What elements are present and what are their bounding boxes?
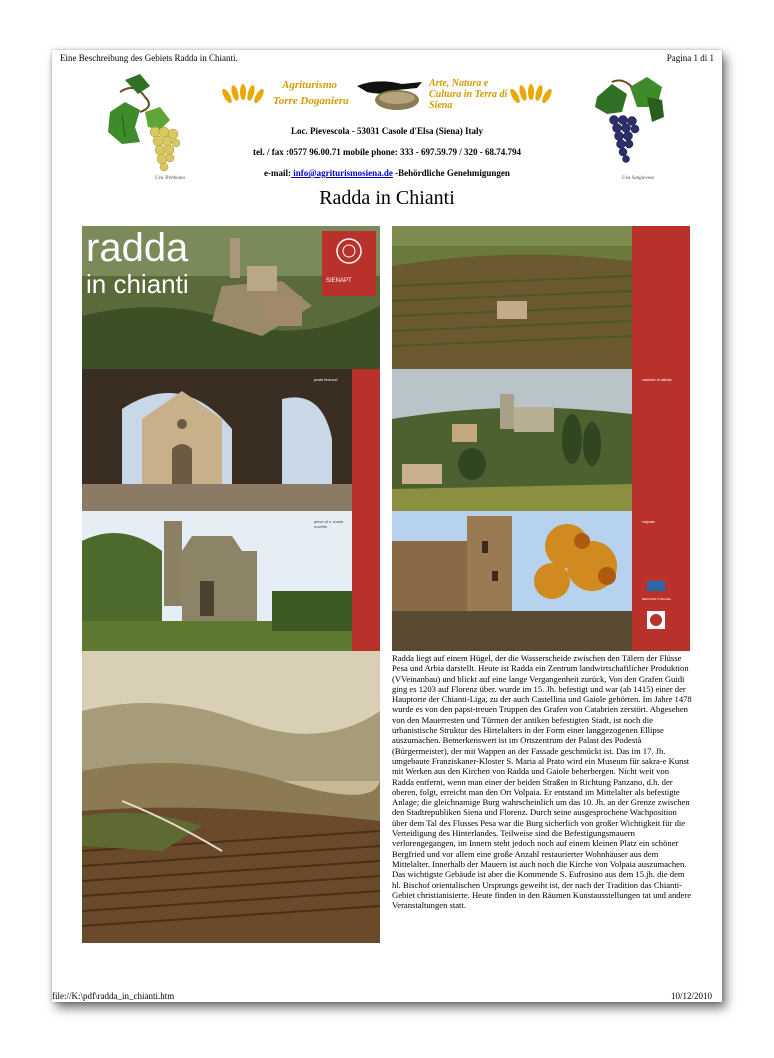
email-suffix: -Behördliche Genehmigungen xyxy=(392,168,510,178)
banner-slogan: Arte, Natura e Cultura in Terra di Siena xyxy=(429,78,508,111)
print-header xyxy=(60,53,714,63)
castello-albola-photo xyxy=(392,369,690,511)
volpaia-tower-photo xyxy=(392,511,690,651)
regione-toscana-text: REGIONE TOSCANA xyxy=(642,597,672,601)
caption-castello-albola: castello di albola xyxy=(642,377,672,382)
document-page xyxy=(52,50,722,1002)
red-grape-illustration xyxy=(592,72,682,182)
print-footer-path: file://K:\pdf\radda_in_chianti.htm xyxy=(52,991,175,1001)
print-footer-date: 10/12/2010 xyxy=(670,991,712,1001)
banner-line-agriturismo: Agriturismo xyxy=(282,79,338,91)
vineyard-hills-photo xyxy=(392,226,690,369)
red-grape-caption: Uva Sangiovese xyxy=(622,176,655,181)
vineyard-landscape-photo xyxy=(82,651,380,943)
email-link[interactable]: info@agriturismosiena.de xyxy=(291,168,393,178)
document-title: Radda in Chianti xyxy=(319,187,455,209)
address-line: Loc. Pievescola - 53031 Casole d'Elsa (Siena) Italy xyxy=(291,126,483,136)
white-grape-caption: Uva Trebbiano xyxy=(155,176,185,181)
prato-ferruzzi-photo xyxy=(82,369,380,511)
email-prefix: e-mail: xyxy=(264,168,292,178)
phone-line: tel. / fax :0577 96.00.71 mobile phone: 333 - 697.59.79 / 320 - 68.74.794 xyxy=(253,147,521,157)
sienapt-logo-text: SIENAPT xyxy=(326,278,352,284)
cover-title-in-chianti: in chianti xyxy=(86,269,189,299)
brochure-cover-photo xyxy=(82,226,380,369)
white-grape-illustration xyxy=(100,72,190,182)
caption-pieve: pieve di s. maria novella xyxy=(314,519,344,529)
cover-title-radda: radda xyxy=(86,226,189,270)
caption-volpaia: volpaia xyxy=(642,519,655,524)
print-footer xyxy=(52,991,712,1001)
banner-line-torre-doganiera: Torre Doganiera xyxy=(273,95,349,107)
radda-description-text: Radda liegt auf einem Hügel, der die Wasserscheide zwischen den Tälern der Flüsse Pesa und Arbia darstellt. Heute ist Radda ein Zentrum landwirtschaftlicher Produktion (VVeinanbau) und blickt auf eine lange Vergangenheit zurück, Von den Grafen Guidi ging es 1203 auf Florenz über. wurde im 15. Jh. befestigt und war (ab 1415) einer der Hauptorte der Chianti-Liga, zu der auch Castellina und Gaiole gehörten. Im Jahre 1478 wurde es von den papst-treuen Truppen des Grafen von Catabrien zerstört. Abgesehen von den Mauerresten und Türmen der antiken befestigten Stadt, ist noch die urbanistische Struktur des Hirtelalters in der Form einer langgezogenen Ellipse auszumachen. Bemerkenswert ist im Ortszentrum der Palast des Podestà (Bürgermeister), der mit Wappen an der Fassade geschmückt ist. Das im 17. Jh. umgebaute Franziskaner-Kloster S. Maria al Prato wird ein Museum für sakra-e Kunst mit Werken aus den Kirchen von Radda und Gaiole beherbergen. Nicht weit von Radda entfernt, wenn man einer der beiden Straßen in Richtung Panzano, d.h. der oberen, folgt, erreicht man den Ort Volpaia. Er entstand im Mittelalter als befestigte Anlage; die gleichnamige Burg wahrscheinlich um das 10. Jh. an der Grenze zwischen den Stadtrepubliken Siena und Florenz. Durch seine ausgesprochene Wachposition über dem Tal des Flusses Pesa war die Burg sicherlich von großer Wichtigkeit für die Verteidigung des Hinterlandes. Teilweise sind die Befestigungsmauern verlorengegangen, im Innern steht jedoch noch auf einem kleinen Platz ein schöner Bergfried und vor allem eine große Anzahl restaurierter Wohnhäuser aus dem Mittelalter. Innerhalb der Mauern ist auch noch die Kirche von Volpaia auszumachen. Das wichtigste Gebäude ist aber die Kommende S. Eufrosino aus dem 15.jh. die dem hl. Bischof orientalischen Ursprungs geweiht ist, der nach der Tradition das Chianti-Gebiet christianisierte. Heute finden in den Räumen Kunstausstellungen tat und andere Veranstaltungen statt. xyxy=(392,653,692,911)
pieve-photo xyxy=(82,511,380,651)
agriturismo-banner xyxy=(217,78,557,114)
caption-prato-ferruzzi: prato ferruzzi xyxy=(314,377,338,382)
email-line xyxy=(192,168,582,178)
print-header-page-number: Pagina 1 di 1 xyxy=(666,53,714,63)
print-header-title: Eine Beschreibung des Gebiets Radda in Chianti. xyxy=(60,53,238,63)
